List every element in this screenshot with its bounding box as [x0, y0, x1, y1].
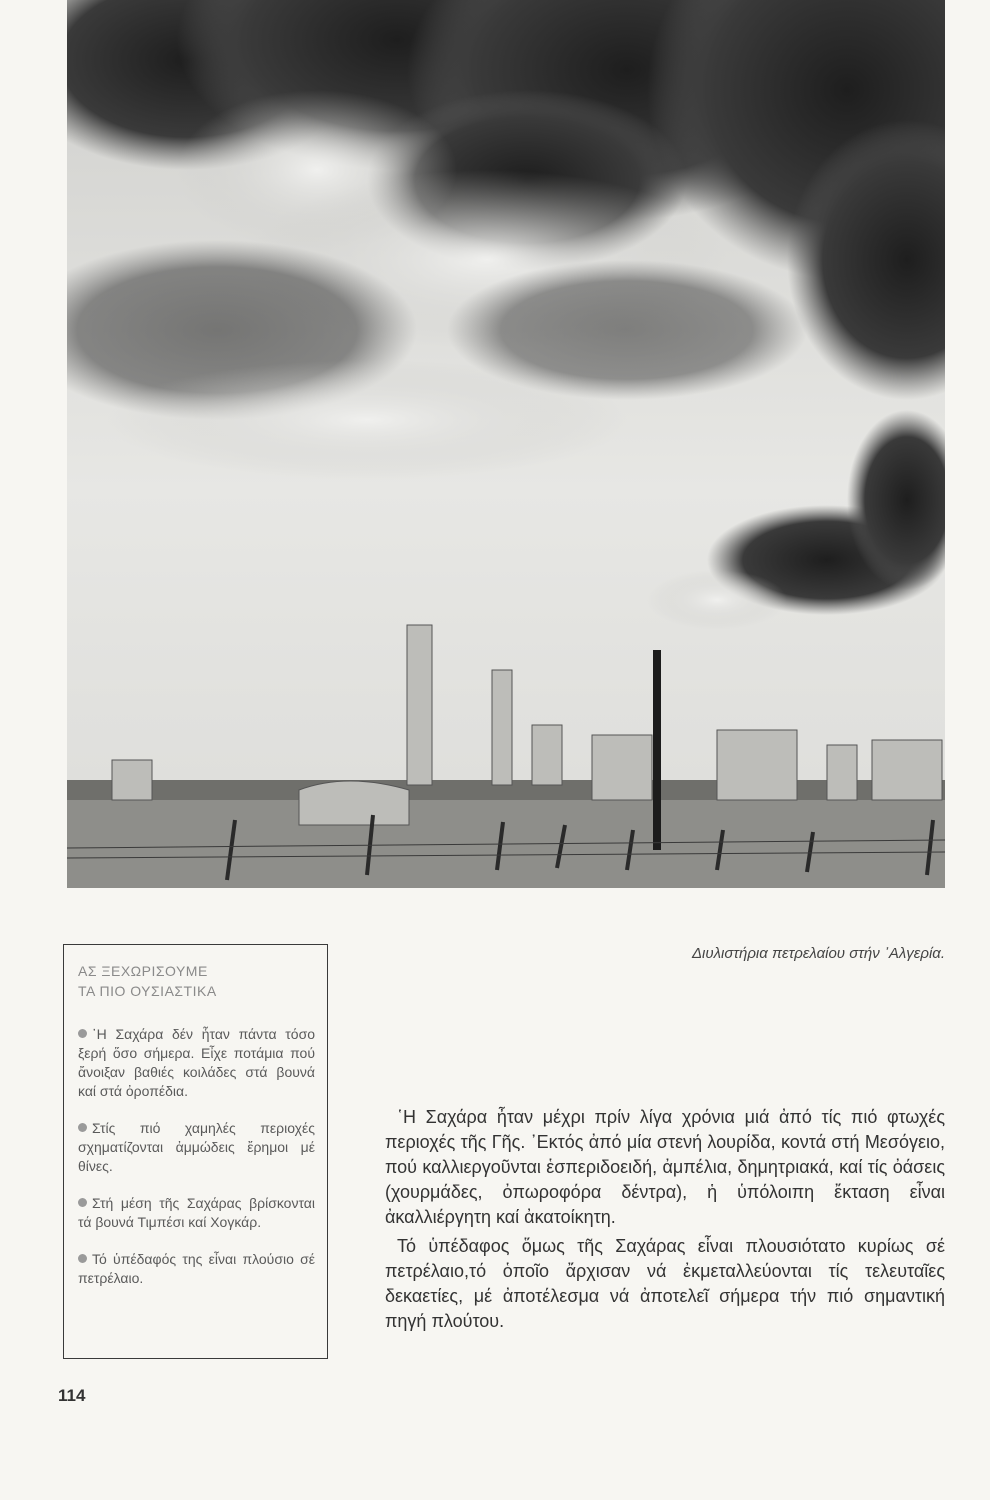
main-paragraph: ῾Η Σαχάρα ἦταν μέχρι πρίν λίγα χρόνια μιά ἀπό τίς πιό φτωχές περιοχές τῆς Γῆς. ᾿Εκτός ἀπό μία στενή λουρίδα, κοντά στή Μεσόγειο, πού καλλιεργοῦνται ἑσπεριδοειδή, ἀμπέλια, δημητριακά, καί τίς ὀάσεις (χουρμάδες, ὀπωροφόρα δέντρα), ἡ ὑπόλοιπη ἔκταση εἶναι ἀκαλλιέργητη καί ἀκατοίκητη. — [385, 1107, 945, 1227]
summary-title-line: ΤΑ ΠΙΟ ΟΥΣΙΑΣΤΙΚΑ — [78, 983, 217, 999]
bullet-icon — [78, 1029, 87, 1038]
summary-point-text: ῾Η Σαχάρα δέν ἦταν πάντα τόσο ξερή ὅσο σήμερα. Εἶχε ποτάμια πού ἄνοιξαν βαθιές κοιλάδες στά βουνά καί στά ὀροπέδια. — [78, 1026, 315, 1099]
summary-point-text: Στίς πιό χαμηλές περιοχές σχηματίζονται ἀμμώδεις ἔρημοι μέ θίνες. — [78, 1120, 315, 1174]
main-text — [385, 1105, 945, 1334]
photo-caption: Διυλιστήρια πετρελαίου στήν ᾿Αλγερία. — [691, 945, 945, 962]
main-paragraph: Τό ὑπέδαφος ὅμως τῆς Σαχάρας εἶναι πλουσιότατο κυρίως σέ πετρέλαιο,τό ὁποῖο ἄρχισαν νά ἐκμεταλλεύονται τίς τελευταῖες δεκαετίες, μέ ἀποτέλεσμα νά ἀποτελεῖ σήμερα τήν πιό σημαντική πηγή πλούτου. — [385, 1236, 945, 1331]
summary-point — [78, 1119, 315, 1176]
summary-point-text: Στή μέση τῆς Σαχάρας βρίσκονται τά βουνά Τιμπέσι καί Χογκάρ. — [78, 1195, 315, 1230]
summary-box — [63, 944, 328, 1359]
summary-point — [78, 1250, 315, 1288]
refinery-photo — [67, 0, 945, 888]
bullet-icon — [78, 1254, 87, 1263]
refinery-photo-icon — [67, 0, 945, 888]
summary-point — [78, 1194, 315, 1232]
bullet-icon — [78, 1198, 87, 1207]
summary-point — [78, 1025, 315, 1101]
page-number: 114 — [58, 1386, 86, 1405]
bullet-icon — [78, 1123, 87, 1132]
summary-title-line: ΑΣ ΞΕΧΩΡΙΣΟΥΜΕ — [78, 963, 208, 979]
summary-point-text: Τό ὑπέδαφός της εἶναι πλούσιο σέ πετρέλαιο. — [78, 1251, 315, 1286]
summary-title — [78, 961, 315, 1001]
